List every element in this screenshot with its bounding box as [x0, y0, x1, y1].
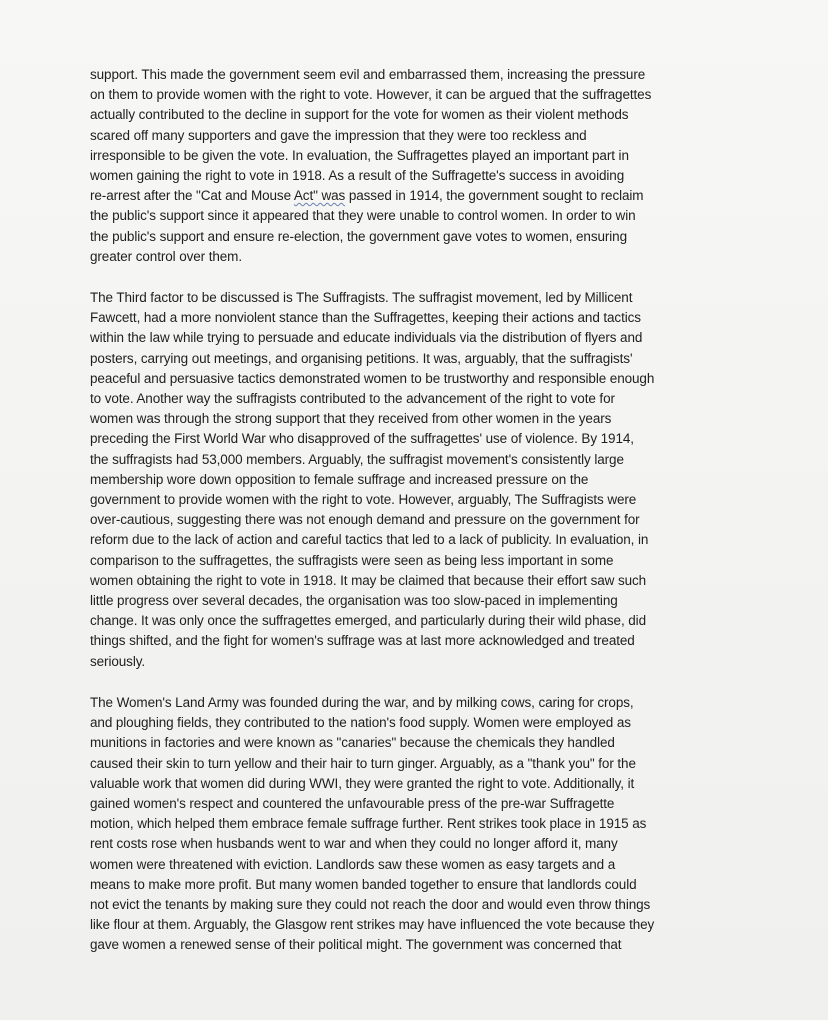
text-line: irresponsible to be given the vote. In evaluation, the Suffragettes played an important part in — [90, 147, 629, 163]
text-line: on them to provide women with the right to vote. However, it can be argued that the suffragettes — [90, 87, 652, 103]
text-line: actually contributed to the decline in support for the vote for women as their violent methods — [90, 107, 629, 123]
text-line-with-underline — [90, 186, 735, 206]
text-line: greater control over them. — [90, 248, 242, 264]
text-line: change. It was only once the suffragettes emerged, and particularly during their wild phase, did — [90, 613, 646, 629]
paragraph-suffragettes-evaluation — [90, 65, 735, 267]
text-line: motion, which helped them embrace female suffrage further. Rent strikes took place in 1915 as — [90, 816, 647, 832]
text-line: valuable work that women did during WWI, they were granted the right to vote. Additionally, it — [90, 775, 635, 791]
text-line: gave women a renewed sense of their political might. The government was concerned that — [90, 937, 622, 953]
text-line: the public's support since it appeared that they were unable to control women. In order to win — [90, 208, 636, 224]
text-line: the public's support and ensure re-election, the government gave votes to women, ensuring — [90, 228, 628, 244]
text-segment: passed in 1914, the government sought to reclaim — [345, 188, 644, 204]
text-line: support. This made the government seem evil and embarrassed them, increasing the pressure — [90, 67, 646, 82]
text-line: things shifted, and the fight for women's suffrage was at last more acknowledged and treated — [90, 633, 635, 649]
text-line: women gaining the right to vote in 1918. As a result of the Suffragette's success in avoiding — [90, 168, 625, 184]
text-line: government to provide women with the right to vote. However, arguably, The Suffragists were — [90, 492, 637, 508]
text-line: gained women's respect and countered the unfavourable press of the pre-war Suffragette — [90, 795, 615, 811]
text-line: preceding the First World War who disapproved of the suffragettes' use of violence. By 1914, — [90, 431, 634, 447]
text-line: women obtaining the right to vote in 1918. It may be claimed that because their effort saw such — [90, 572, 647, 588]
paragraph-womens-land-army — [90, 693, 735, 956]
text-line: women was through the strong support that they received from other women in the years — [90, 411, 612, 427]
spellcheck-underlined-phrase: Act" was — [293, 188, 346, 204]
text-line: comparison to the suffragettes, the suffragists were seen as being less important in some — [90, 552, 614, 568]
text-line: seriously. — [90, 653, 146, 669]
text-line: the suffragists had 53,000 members. Arguably, the suffragist movement's consistently large — [90, 451, 624, 467]
text-line: Fawcett, had a more nonviolent stance than the Suffragettes, keeping their actions and tactics — [90, 310, 641, 326]
text-line: scared off many supporters and gave the impression that they were too reckless and — [90, 127, 587, 143]
text-line: reform due to the lack of action and careful tactics that led to a lack of publicity. In evaluation, in — [90, 532, 649, 548]
text-line: little progress over several decades, the organisation was too slow-paced in implementing — [90, 593, 618, 609]
text-line: like flour at them. Arguably, the Glasgow rent strikes may have influenced the vote because they — [90, 917, 655, 933]
paragraph-suffragists — [90, 288, 735, 672]
text-line: rent costs rose when husbands went to war and when they could no longer afford it, many — [90, 836, 618, 852]
text-line: membership wore down opposition to female suffrage and increased pressure on the — [90, 471, 589, 487]
text-segment: re-arrest after the "Cat and Mouse — [90, 188, 294, 204]
text-line: means to make more profit. But many women banded together to ensure that landlords could — [90, 876, 637, 892]
text-line: to vote. Another way the suffragists contributed to the advancement of the right to vote for — [90, 391, 615, 407]
text-line: peaceful and persuasive tactics demonstrated women to be trustworthy and responsible enough — [90, 370, 655, 386]
text-line: women were threatened with eviction. Landlords saw these women as easy targets and a — [90, 856, 616, 872]
text-line: munitions in factories and were known as "canaries" because the chemicals they handled — [90, 735, 615, 751]
text-line: The Third factor to be discussed is The Suffragists. The suffragist movement, led by Millicent — [90, 290, 633, 306]
text-line: caused their skin to turn yellow and their hair to turn ginger. Arguably, as a "thank you" for the — [90, 755, 636, 771]
text-line: not evict the tenants by making sure they could not reach the door and would even throw things — [90, 896, 651, 912]
text-line: The Women's Land Army was founded during the war, and by milking cows, caring for crops, — [90, 694, 634, 710]
document-body — [90, 65, 735, 977]
text-line: and ploughing fields, they contributed to the nation's food supply. Women were employed as — [90, 715, 631, 731]
text-line: posters, carrying out meetings, and organising petitions. It was, arguably, that the suffragists' — [90, 350, 633, 366]
text-line: over-cautious, suggesting there was not enough demand and pressure on the government for — [90, 512, 640, 528]
text-line: within the law while trying to persuade and educate individuals via the distribution of flyers and — [90, 330, 643, 346]
